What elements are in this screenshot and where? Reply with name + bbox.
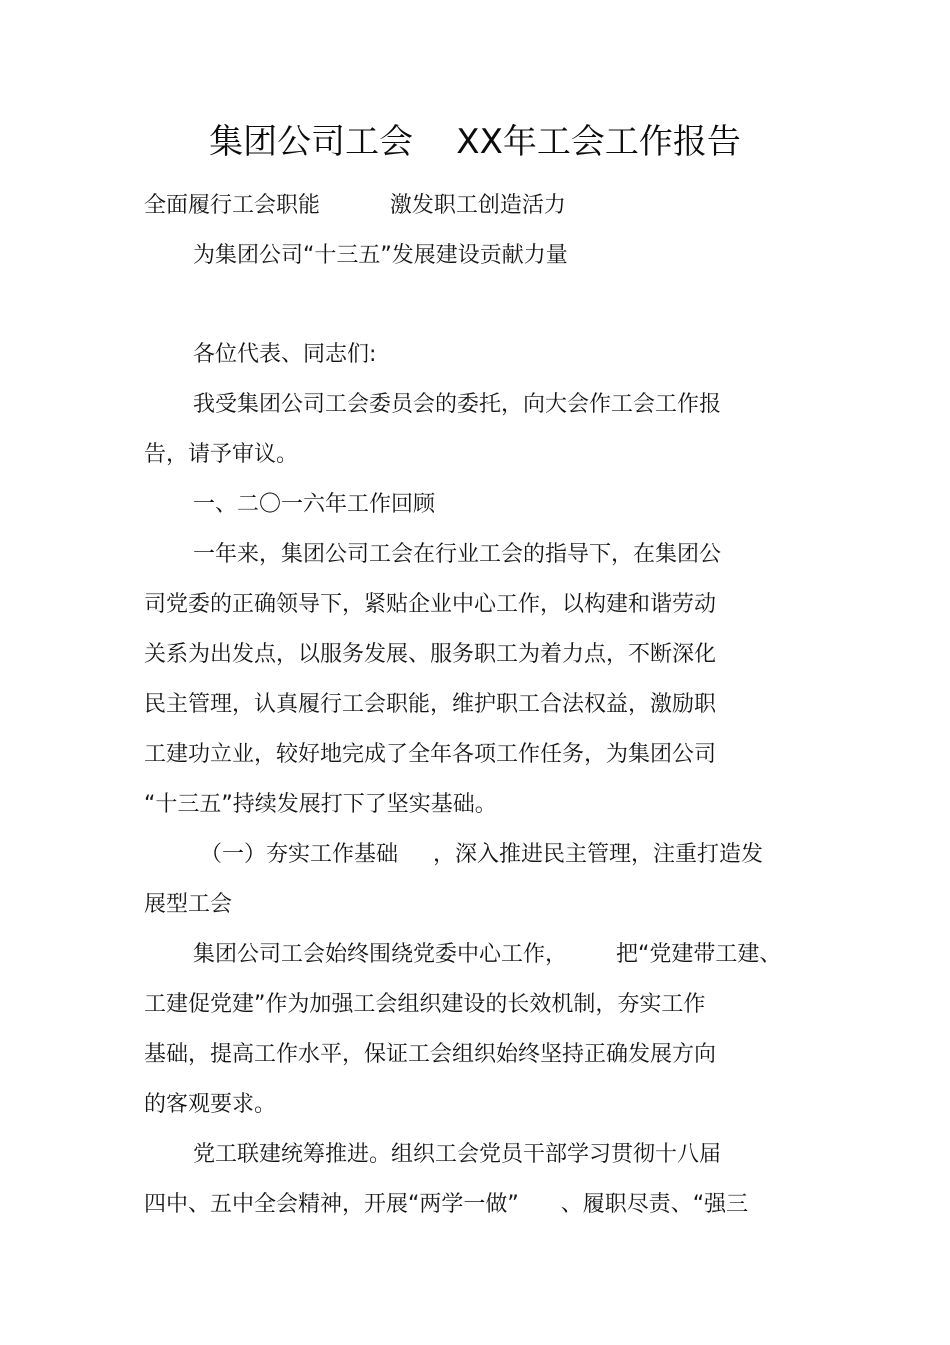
salutation: 各位代表、同志们:	[193, 342, 377, 367]
body-line: 基础，提高工作水平，保证工会组织始终坚持正确发展方向	[144, 1042, 717, 1067]
body-line: 工建功立业，较好地完成了全年各项工作任务，为集团公司	[144, 742, 717, 767]
section-heading: 一、二〇一六年工作回顾	[193, 492, 436, 517]
body-line: 党工联建统筹推进。组织工会党员干部学习贯彻十八届	[193, 1142, 722, 1167]
body-line: 的客观要求。	[144, 1092, 277, 1117]
document-title: 集团公司工会 XX年工会工作报告	[209, 122, 741, 162]
body-line: 工建促党建”作为加强工会组织建设的长效机制，夯实工作	[144, 992, 706, 1017]
body-line: 告，请予审议。	[144, 442, 299, 467]
body-line: 一年来，集团公司工会在行业工会的指导下，在集团公	[193, 542, 722, 567]
body-line: 关系为出发点，以服务发展、服务职工为着力点，不断深化	[144, 642, 717, 667]
subtitle-line-1: 全面履行工会职能 激发职工创造活力	[144, 193, 566, 218]
body-line: 司党委的正确领导下，紧贴企业中心工作，以构建和谐劳动	[144, 592, 717, 617]
body-line: 民主管理，认真履行工会职能，维护职工合法权益，激励职	[144, 692, 717, 717]
subsection-heading-continued: 展型工会	[144, 892, 233, 917]
body-line: 集团公司工会始终围绕党委中心工作， 把“党建带工建、	[193, 942, 782, 967]
body-line: 我受集团公司工会委员会的委托，向大会作工会工作报	[193, 392, 722, 417]
subtitle-line-2: 为集团公司“十三五”发展建设贡献力量	[193, 243, 568, 268]
body-line: “十三五”持续发展打下了坚实基础。	[144, 792, 497, 817]
body-line: 四中、五中全会精神，开展“两学一做” 、履职尽责、“强三	[144, 1192, 749, 1217]
subsection-heading: （一）夯实工作基础 ，深入推进民主管理，注重打造发	[200, 842, 763, 867]
